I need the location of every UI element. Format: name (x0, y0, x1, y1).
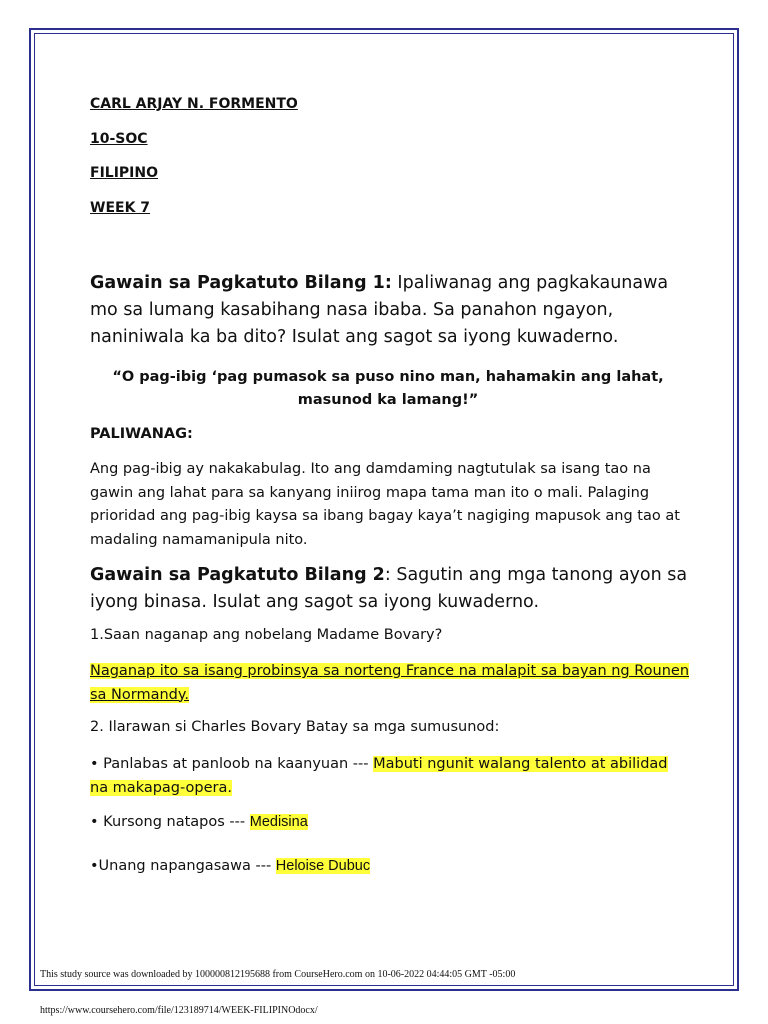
activity2-title: Gawain sa Pagkatuto Bilang 2 (90, 565, 385, 585)
answer-1-block (90, 660, 690, 707)
activity1-block (90, 270, 690, 351)
question-1: 1.Saan naganap ang nobelang Madame Bovary? (90, 627, 443, 643)
answer-1: Naganap ito sa isang probinsya sa norteng France na malapit sa bayan ng Rounen sa Normandy. (90, 663, 690, 703)
explanation-label: PALIWANAG: (90, 426, 193, 442)
student-name: CARL ARJAY N. FORMENTO (90, 96, 298, 112)
activity2-instruction: : Sagutin ang mga tanong ayon sa iyong binasa. Isulat ang sagot sa iyong kuwaderno. (90, 565, 688, 612)
activity1-quote: “O pag-ibig ‘pag pumasok sa puso nino man, hahamakin ang lahat, masunod ka lamang!” (112, 369, 664, 408)
bullet-course-label: • Kursong natapos --- (90, 814, 250, 830)
subject-label: FILIPINO (90, 165, 158, 181)
bullet-spouse-answer: Heloise Dubuc (275, 858, 371, 874)
download-notice: This study source was downloaded by 100000812195688 from CourseHero.com on 10-06-2022 04:44:05 GMT -05:00 (40, 969, 516, 980)
bullet-spouse-label: •Unang napangasawa --- (90, 858, 276, 874)
bullet-appearance (90, 753, 690, 800)
week-label: WEEK 7 (90, 200, 151, 216)
student-section: 10-SOC (90, 131, 148, 147)
explanation-text: Ang pag-ibig ay nakakabulag. Ito ang damdaming nagtutulak sa isang tao na gawin ang lahat para sa kanyang iniirog mapa tama man ito o mali. Palaging prioridad ang pag-ibig kaysa sa ibang bagay kaya’t nagiging mapusok ang tao at madaling namamanipula nito. (90, 461, 680, 548)
bullet-appearance-answer: Mabuti ngunit walang talento at abilidad na makapag-opera. (90, 756, 668, 796)
bullet-course (90, 811, 690, 835)
activity1-instruction: Ipaliwanag ang pagkakaunawa mo sa lumang kasabihang nasa ibaba. Sa panahon ngayon, naniniwala ka ba dito? Isulat ang sagot sa iyong kuwaderno. (90, 273, 669, 347)
question-2: 2. Ilarawan si Charles Bovary Batay sa mga sumusunod: (90, 719, 500, 735)
bullet-course-answer: Medisina (249, 814, 308, 830)
activity1-title: Gawain sa Pagkatuto Bilang 1: (90, 273, 392, 293)
bullet-spouse (90, 855, 690, 879)
source-url[interactable]: https://www.coursehero.com/file/123189714/WEEK-FILIPINOdocx/ (40, 1005, 318, 1016)
activity2-block (90, 562, 690, 616)
bullet-appearance-label: • Panlabas at panloob na kaanyuan --- (90, 756, 374, 772)
